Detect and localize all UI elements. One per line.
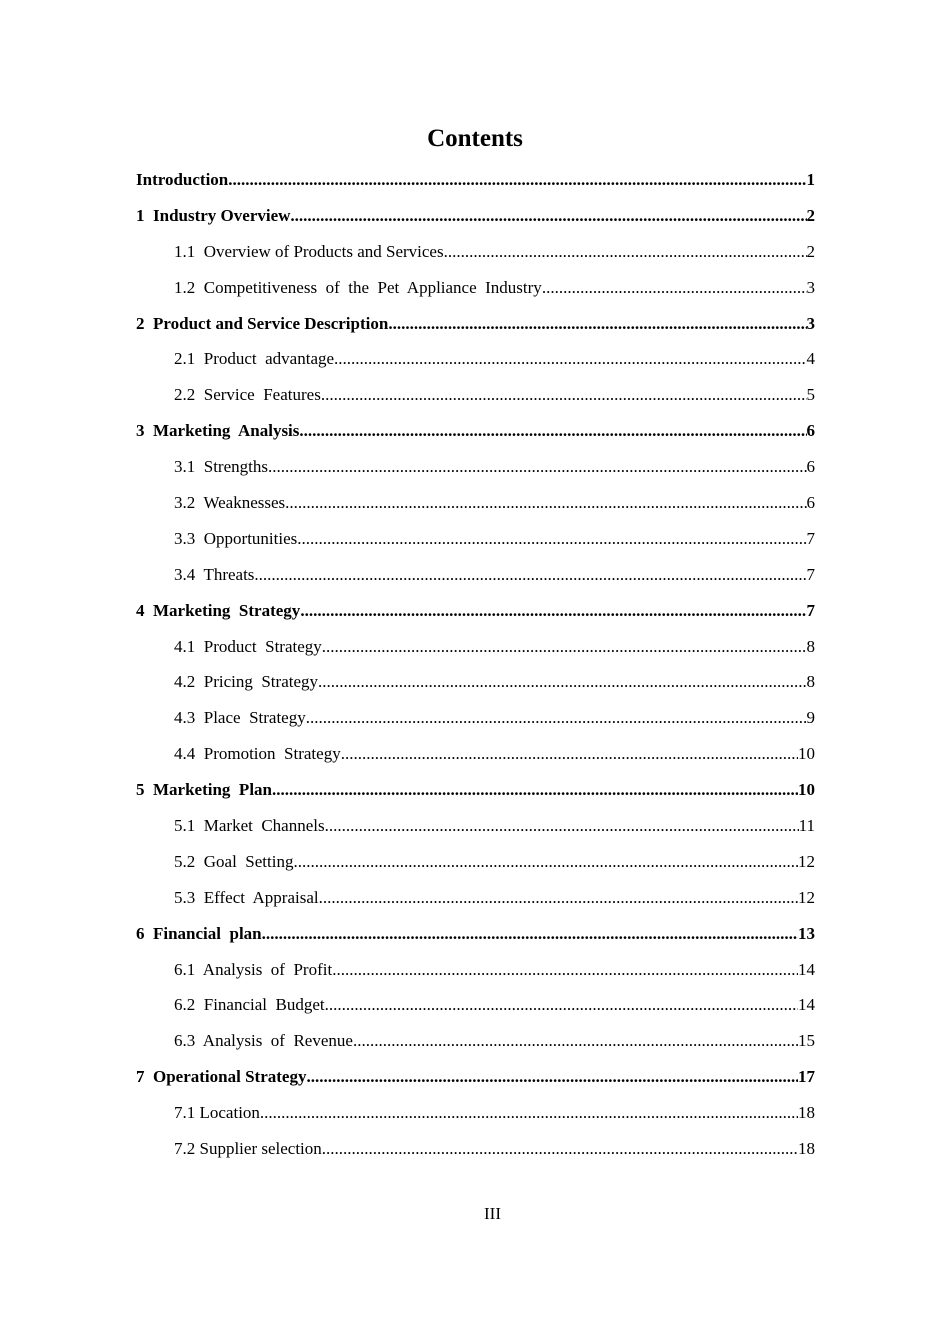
toc-entry-label: 1 Industry Overview (136, 205, 291, 225)
toc-entry-page: 2 (806, 205, 815, 225)
toc-dot-leader (228, 162, 806, 198)
toc-entry-label: 1.2 Competitiveness of the Pet Appliance Industry (174, 277, 542, 297)
toc-entry-page: 17 (798, 1067, 815, 1087)
toc-entry-page: 15 (798, 1031, 815, 1051)
toc-entry[interactable] (136, 664, 815, 700)
toc-entry-page: 18 (798, 1139, 815, 1159)
toc-entry-label: Introduction (136, 170, 229, 189)
toc-dot-leader (293, 844, 798, 880)
toc-entry-page: 8 (806, 636, 815, 656)
toc-entry-label: 6.1 Analysis of Profit (174, 959, 333, 979)
toc-entry-label: 4 Marketing Strategy (136, 600, 301, 620)
toc-entry-label: 6.3 Analysis of Revenue (174, 1031, 353, 1051)
toc-entry-page: 6 (806, 457, 815, 477)
toc-entry-label: 3 Marketing Analysis (136, 421, 300, 441)
toc-entry-page: 11 (798, 816, 815, 836)
toc-entry-label: 5.1 Market Channels (174, 816, 325, 836)
toc-dot-leader (268, 449, 807, 485)
toc-entry-label: 4.2 Pricing Strategy (174, 672, 319, 692)
toc-entry[interactable] (136, 844, 815, 880)
toc-dot-leader (322, 1131, 798, 1167)
toc-entry[interactable] (136, 198, 815, 234)
toc-dot-leader (262, 916, 798, 952)
toc-entry-page: 12 (798, 887, 815, 907)
toc-dot-leader (321, 377, 807, 413)
toc-entry[interactable] (136, 772, 815, 808)
toc-dot-leader (334, 341, 806, 377)
toc-entry[interactable] (136, 952, 815, 988)
toc-entry[interactable] (136, 593, 815, 629)
toc-dot-leader (290, 198, 806, 234)
toc-entry-page: 8 (806, 672, 815, 692)
toc-entry-page: 4 (806, 349, 815, 369)
toc-entry-label: 2.2 Service Features (174, 385, 321, 405)
toc-dot-leader (254, 557, 806, 593)
toc-entry[interactable] (136, 162, 815, 198)
toc-entry-page: 5 (806, 385, 815, 405)
toc-entry-label: 3.2 Weaknesses (174, 493, 286, 513)
toc-entry-page: 9 (806, 708, 815, 728)
toc-entry-label: 2.1 Product advantage (174, 349, 335, 369)
toc-dot-leader (388, 306, 806, 342)
toc-entry-page: 14 (798, 959, 815, 979)
toc-dot-leader (325, 808, 799, 844)
toc-dot-leader (285, 485, 806, 521)
table-of-contents (136, 162, 815, 1167)
toc-dot-leader (325, 987, 798, 1023)
toc-entry-label: 7.1 Location (174, 1103, 260, 1123)
toc-dot-leader (542, 270, 807, 306)
toc-entry-page: 2 (806, 241, 815, 261)
toc-entry-page: 14 (798, 995, 815, 1015)
toc-entry-page: 7 (806, 564, 815, 584)
toc-entry[interactable] (136, 234, 815, 270)
toc-entry-page: 7 (806, 528, 815, 548)
toc-entry[interactable] (136, 341, 815, 377)
toc-dot-leader (297, 521, 806, 557)
toc-entry[interactable] (136, 449, 815, 485)
toc-entry-label: 5 Marketing Plan (136, 780, 272, 800)
toc-dot-leader (272, 772, 798, 808)
toc-entry[interactable] (136, 485, 815, 521)
toc-entry-label: 7.2 Supplier selection (174, 1139, 322, 1159)
toc-entry-label: 3.3 Opportunities (174, 528, 298, 548)
toc-entry[interactable] (136, 808, 815, 844)
toc-entry[interactable] (136, 413, 815, 449)
page-title: Contents (427, 125, 523, 152)
toc-entry-label: 3.4 Threats (174, 564, 255, 584)
toc-entry[interactable] (136, 521, 815, 557)
toc-entry-label: 2 Product and Service Description (136, 313, 389, 333)
toc-entry[interactable] (136, 700, 815, 736)
toc-entry-page: 10 (798, 780, 815, 800)
toc-entry[interactable] (136, 1131, 815, 1167)
toc-entry-label: 4.3 Place Strategy (174, 708, 306, 728)
toc-entry-label: 5.2 Goal Setting (174, 851, 294, 871)
toc-entry[interactable] (136, 377, 815, 413)
toc-entry-page: 10 (798, 744, 815, 764)
toc-entry[interactable] (136, 916, 815, 952)
toc-entry-label: 7 Operational Strategy (136, 1067, 307, 1087)
toc-dot-leader (332, 952, 798, 988)
toc-entry-page: 12 (798, 851, 815, 871)
toc-entry[interactable] (136, 1023, 815, 1059)
toc-dot-leader (319, 880, 798, 916)
toc-entry-page: 1 (806, 170, 815, 189)
toc-dot-leader (300, 593, 806, 629)
toc-entry[interactable] (136, 557, 815, 593)
toc-entry-label: 6 Financial plan (136, 923, 262, 943)
page-number: III (484, 1204, 501, 1223)
toc-entry-page: 6 (806, 421, 815, 441)
toc-entry-label: 4.1 Product Strategy (174, 636, 322, 656)
toc-dot-leader (306, 1059, 798, 1095)
toc-dot-leader (318, 664, 806, 700)
toc-entry[interactable] (136, 1095, 815, 1131)
toc-entry[interactable] (136, 880, 815, 916)
toc-entry[interactable] (136, 270, 815, 306)
toc-dot-leader (299, 413, 806, 449)
toc-entry-label: 3.1 Strengths (174, 457, 268, 477)
toc-entry-page: 3 (806, 313, 815, 333)
toc-dot-leader (444, 234, 807, 270)
toc-dot-leader (260, 1095, 798, 1131)
toc-entry[interactable] (136, 1059, 815, 1095)
toc-entry-page: 18 (798, 1103, 815, 1123)
toc-entry-label: 4.4 Promotion Strategy (174, 744, 341, 764)
toc-dot-leader (322, 629, 807, 665)
toc-entry-page: 3 (806, 277, 815, 297)
toc-entry-label: 1.1 Overview of Products and Services (174, 241, 444, 261)
toc-entry[interactable] (136, 736, 815, 772)
toc-entry-page: 13 (798, 923, 815, 943)
toc-dot-leader (306, 700, 807, 736)
toc-dot-leader (341, 736, 798, 772)
toc-entry-page: 7 (806, 600, 815, 620)
toc-entry[interactable] (136, 306, 815, 342)
toc-entry[interactable] (136, 987, 815, 1023)
toc-entry-page: 6 (806, 493, 815, 513)
toc-entry-label: 6.2 Financial Budget (174, 995, 325, 1015)
toc-entry[interactable] (136, 629, 815, 665)
toc-entry-label: 5.3 Effect Appraisal (174, 887, 319, 907)
toc-dot-leader (353, 1023, 798, 1059)
